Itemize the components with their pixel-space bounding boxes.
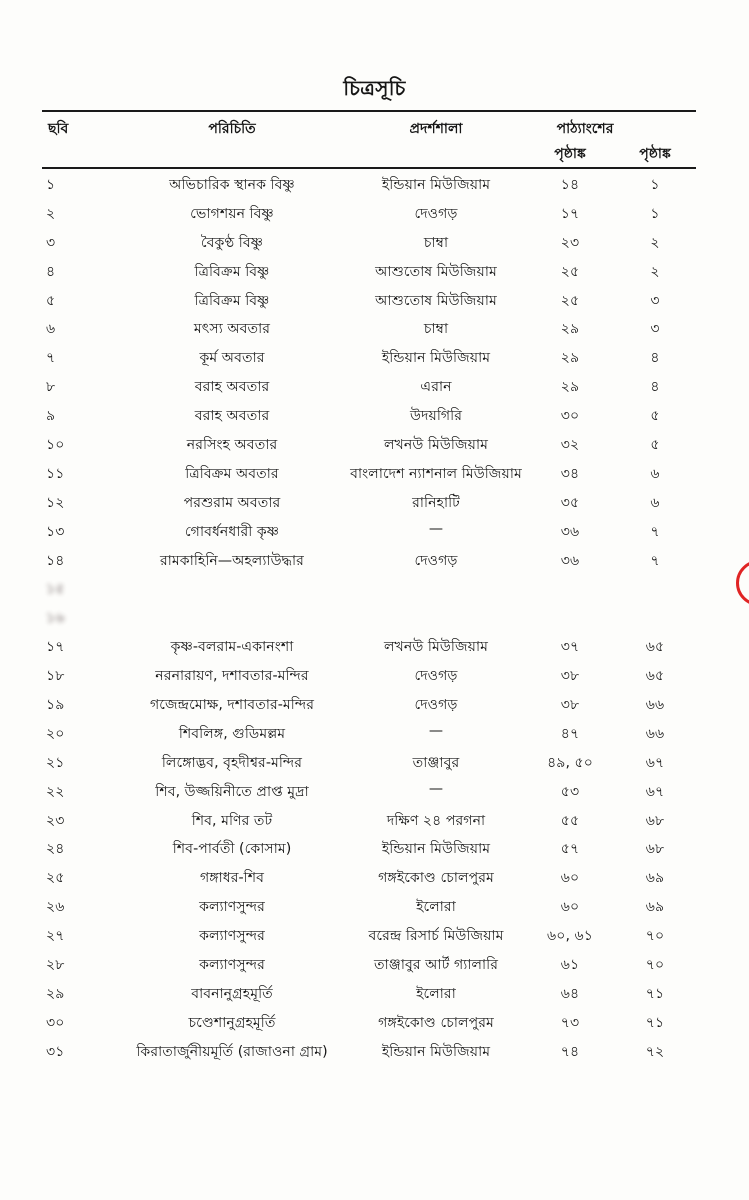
plate-gallery: তাঞ্জাবুর [412,754,460,771]
text-page: ৫৭ [560,841,580,858]
plate-gallery: উদয়গিরি [409,408,463,425]
text-page: ৩৫ [560,494,580,511]
plate-description: কূর্ম অবতার [199,350,265,367]
text-page: ৭৩ [560,1014,580,1031]
table-row [0,257,749,286]
plate-description: শিব, মণির তট [191,812,273,829]
plate-page: ৫ [650,408,660,425]
plate-number: ৭ [46,350,56,367]
table-row [0,777,749,806]
table-row [0,459,749,488]
table-row [0,1037,749,1066]
plate-gallery: রানিহাটি [412,494,460,511]
plate-page: ৬৫ [645,668,665,685]
plate-gallery: আশুতোষ মিউজিয়াম [375,263,497,280]
plate-page: ৬৭ [645,783,665,800]
plate-description: ত্রিবিক্রম বিষ্ণু [194,263,270,280]
table-row [0,314,749,343]
plate-number: ২ [46,205,56,222]
plate-number: ৬ [46,321,56,338]
plate-description: গজেন্দ্রমোক্ষ, দশাবতার-মন্দির [149,697,315,714]
plate-number: ১১ [46,465,65,482]
text-page: ৪৯, ৫০ [547,754,593,771]
plate-page: ৪ [650,350,660,367]
plate-page: ৩ [650,321,660,338]
plate-page: ৬৯ [645,870,665,887]
text-page: ৩০ [560,408,580,425]
plate-page: ১ [650,205,660,222]
plate-number: ২৫ [46,870,65,887]
text-page: ৭৪ [560,1043,580,1060]
table-row [0,228,749,257]
plate-number: ২৮ [46,957,65,974]
plate-number: ১৬ [46,610,65,627]
table-row [0,488,749,517]
plate-description: কিরাতার্জুনীয়মূর্তি (রাজাওনা গ্রাম) [136,1043,328,1060]
plate-description: ত্রিবিক্রম বিষ্ণু [194,292,270,309]
plate-number: ২৬ [46,899,65,916]
text-page: ৩৬ [560,523,580,540]
plate-number: ৮ [46,379,56,396]
table-row [0,690,749,719]
plate-gallery: বরেন্দ্র রিসার্চ মিউজিয়াম [368,928,504,945]
table-row [0,517,749,546]
text-page: ৩৬ [560,552,580,569]
plate-gallery: গঙ্গইকোণ্ড চোলপুরম [378,870,494,887]
header-rule [42,167,696,169]
plate-gallery: — [428,780,444,797]
plate-gallery: দেওগড় [414,668,458,685]
text-page: ৫৫ [560,812,580,829]
text-page: ২৫ [560,263,580,280]
text-page: ২৯ [560,350,580,367]
plate-description: নরনারায়ণ, দশাবতার-মন্দির [155,668,309,685]
plate-page: ২ [650,234,660,251]
plate-number: ৯ [46,408,56,425]
plate-gallery: ইন্ডিয়ান মিউজিয়াম [381,841,491,858]
plate-number: ২৯ [46,985,65,1002]
plate-page: ৬ [650,494,660,511]
plate-page: ৭ [650,552,660,569]
header-no: ছবি [48,121,69,137]
table-row [0,950,749,979]
plate-page: ৬৬ [645,697,665,714]
plate-gallery: চাম্বা [423,234,449,251]
plate-gallery: লখনউ মিউজিয়াম [383,437,488,454]
table-row [0,863,749,892]
plate-number: ১২ [46,494,65,511]
plate-page: ২ [650,263,660,280]
header-gallery: প্রদর্শশালা [409,121,463,137]
text-page: ২৯ [560,321,580,338]
plate-number: ৩১ [46,1043,65,1060]
plate-description: ভোগশয়ন বিষ্ণু [190,205,274,222]
plate-gallery: তাঞ্জাবুর আর্ট গ্যালারি [373,957,499,974]
plate-number: ৩ [46,234,56,251]
plate-description: বরাহ অবতার [194,379,270,396]
plate-number: ১ [46,177,56,193]
header-text-page-line1: পাঠ্যাংশের [556,121,614,137]
plate-page: ৬৮ [645,841,665,858]
plate-page: ৪ [650,379,660,396]
plate-number: ১৯ [46,697,65,714]
plate-number: ৪ [46,263,56,280]
table-row [0,834,749,863]
plate-number: ৫ [46,292,56,309]
plate-page: ৬৮ [645,812,665,829]
table-row [0,401,749,430]
text-page: ৫৩ [560,783,580,800]
text-page: ৩৪ [560,465,580,482]
table-row [0,286,749,315]
plate-description: কৃষ্ণ-বলরাম-একানংশা [170,639,294,656]
plate-page: ৭২ [645,1043,665,1060]
plate-page: ১ [650,177,660,193]
plate-page: ৫ [650,437,660,454]
plate-number: ১০ [46,437,65,454]
plate-gallery: ইন্ডিয়ান মিউজিয়াম [381,1043,491,1060]
table-row [0,372,749,401]
table-row [0,979,749,1008]
plate-description: মৎস্য অবতার [193,321,271,338]
plate-page: ৬৫ [645,639,665,656]
plate-gallery: লখনউ মিউজিয়াম [383,639,488,656]
plate-description: গোবর্ধনধারী কৃষ্ণ [184,523,280,540]
table-row [0,1008,749,1037]
table-row [0,806,749,835]
plate-gallery: দক্ষিণ ২৪ পরগনা [386,812,486,829]
text-page: ২৫ [560,292,580,309]
plate-gallery: চাম্বা [423,321,449,338]
plate-gallery: — [428,520,444,537]
plate-number: ২৪ [46,841,65,858]
plate-page: ৭০ [645,957,665,974]
table-row [0,719,749,748]
plate-number: ১৮ [46,668,65,685]
table-row [0,632,749,661]
plate-gallery: এরান [420,379,452,396]
plate-description: শিব, উজ্জয়িনীতে প্রাপ্ত মুদ্রা [155,783,309,800]
plate-description: কল্যাণসুন্দর [199,957,265,974]
plate-gallery: ইন্ডিয়ান মিউজিয়াম [381,177,491,193]
text-page: ৩৮ [560,697,580,714]
plate-number: ২৩ [46,812,65,829]
plate-description: বরাহ অবতার [194,408,270,425]
table-row [0,892,749,921]
plate-gallery: দেওগড় [414,205,458,222]
plate-description: ত্রিবিক্রম অবতার [185,465,279,482]
table-row [0,574,749,603]
plate-number: ২০ [46,725,65,742]
plate-gallery: বাংলাদেশ ন্যাশনাল মিউজিয়াম [350,465,522,482]
plate-gallery: আশুতোষ মিউজিয়াম [375,292,497,309]
plate-description: শিবলিঙ্গ, গুডিমল্লম [178,725,286,742]
plate-page: ৬৯ [645,899,665,916]
text-page: ৬০, ৬১ [547,928,593,945]
plate-description: লিঙ্গোদ্ভব, বৃহদীশ্বর-মন্দির [161,754,303,771]
plate-description: নরসিংহ অবতার [186,437,278,454]
plate-description: রামকাহিনি—অহল্যাউদ্ধার [160,552,304,569]
plate-number: ১৭ [46,639,65,656]
text-page: ৬০ [560,870,580,887]
plate-gallery: দেওগড় [414,697,458,714]
plate-page: ৭১ [645,1014,665,1031]
plate-number: ২১ [46,754,65,771]
text-page: ৩৭ [560,639,580,656]
table-row [0,343,749,372]
table-row [0,170,749,199]
plate-page: ৬ [650,465,660,482]
top-rule [42,110,696,112]
table-row [0,546,749,575]
plate-gallery: ইন্ডিয়ান মিউজিয়াম [381,350,491,367]
plate-description: গঙ্গাধর-শিব [199,870,265,887]
plate-page: ৬৬ [645,725,665,742]
plate-page: ৭০ [645,928,665,945]
text-page: ৬১ [560,957,580,974]
plate-number: ১৩ [46,523,65,540]
plate-description: বাবনানুগ্রহমূর্তি [191,985,273,1002]
table-row [0,748,749,777]
text-page: ৩২ [560,437,580,454]
table-row [0,921,749,950]
plate-description: কল্যাণসুন্দর [199,928,265,945]
header-plate-page: পৃষ্ঠাঙ্ক [639,146,671,162]
plate-gallery: গঙ্গইকোণ্ড চোলপুরম [378,1014,494,1031]
plate-description: অভিচারিক স্থানক বিষ্ণু [169,177,295,193]
plate-number: ২৭ [46,928,65,945]
plate-description: পরশুরাম অবতার [183,494,281,511]
text-page: ১৭ [560,205,580,222]
page-title: চিত্রসূচি [343,76,406,100]
plate-number: ২২ [46,783,65,800]
text-page: ৩৮ [560,668,580,685]
plate-page: ৭১ [645,985,665,1002]
plate-number: ১৪ [46,552,65,569]
plate-number: ৩০ [46,1014,65,1031]
text-page: ৪৭ [560,725,580,742]
text-page: ৬০ [560,899,580,916]
plate-list [0,170,749,1066]
header-text-page-line2: পৃষ্ঠাঙ্ক [554,146,586,162]
table-row [0,430,749,459]
table-row [0,199,749,228]
plate-page: ৩ [650,292,660,309]
plate-gallery: ইলোরা [416,985,456,1002]
plate-description: চণ্ডেশানুগ্রহমূর্তি [188,1014,276,1031]
text-page: ২৩ [560,234,580,251]
text-page: ১৪ [560,177,580,193]
plate-gallery: দেওগড় [414,552,458,569]
text-page: ৬৪ [560,985,580,1002]
header-description: পরিচিতি [208,121,256,137]
table-row [0,603,749,632]
plate-description: বৈকুণ্ঠ বিষ্ণু [200,234,264,251]
table-row [0,661,749,690]
plate-page: ৬৭ [645,754,665,771]
plate-gallery: ইলোরা [416,899,456,916]
plate-number: ১৫ [46,581,65,598]
plate-description: কল্যাণসুন্দর [199,899,265,916]
plate-gallery: — [428,722,444,739]
text-page: ২৯ [560,379,580,396]
plate-description: শিব-পার্বতী (কোসাম) [172,841,292,858]
plate-page: ৭ [650,523,660,540]
